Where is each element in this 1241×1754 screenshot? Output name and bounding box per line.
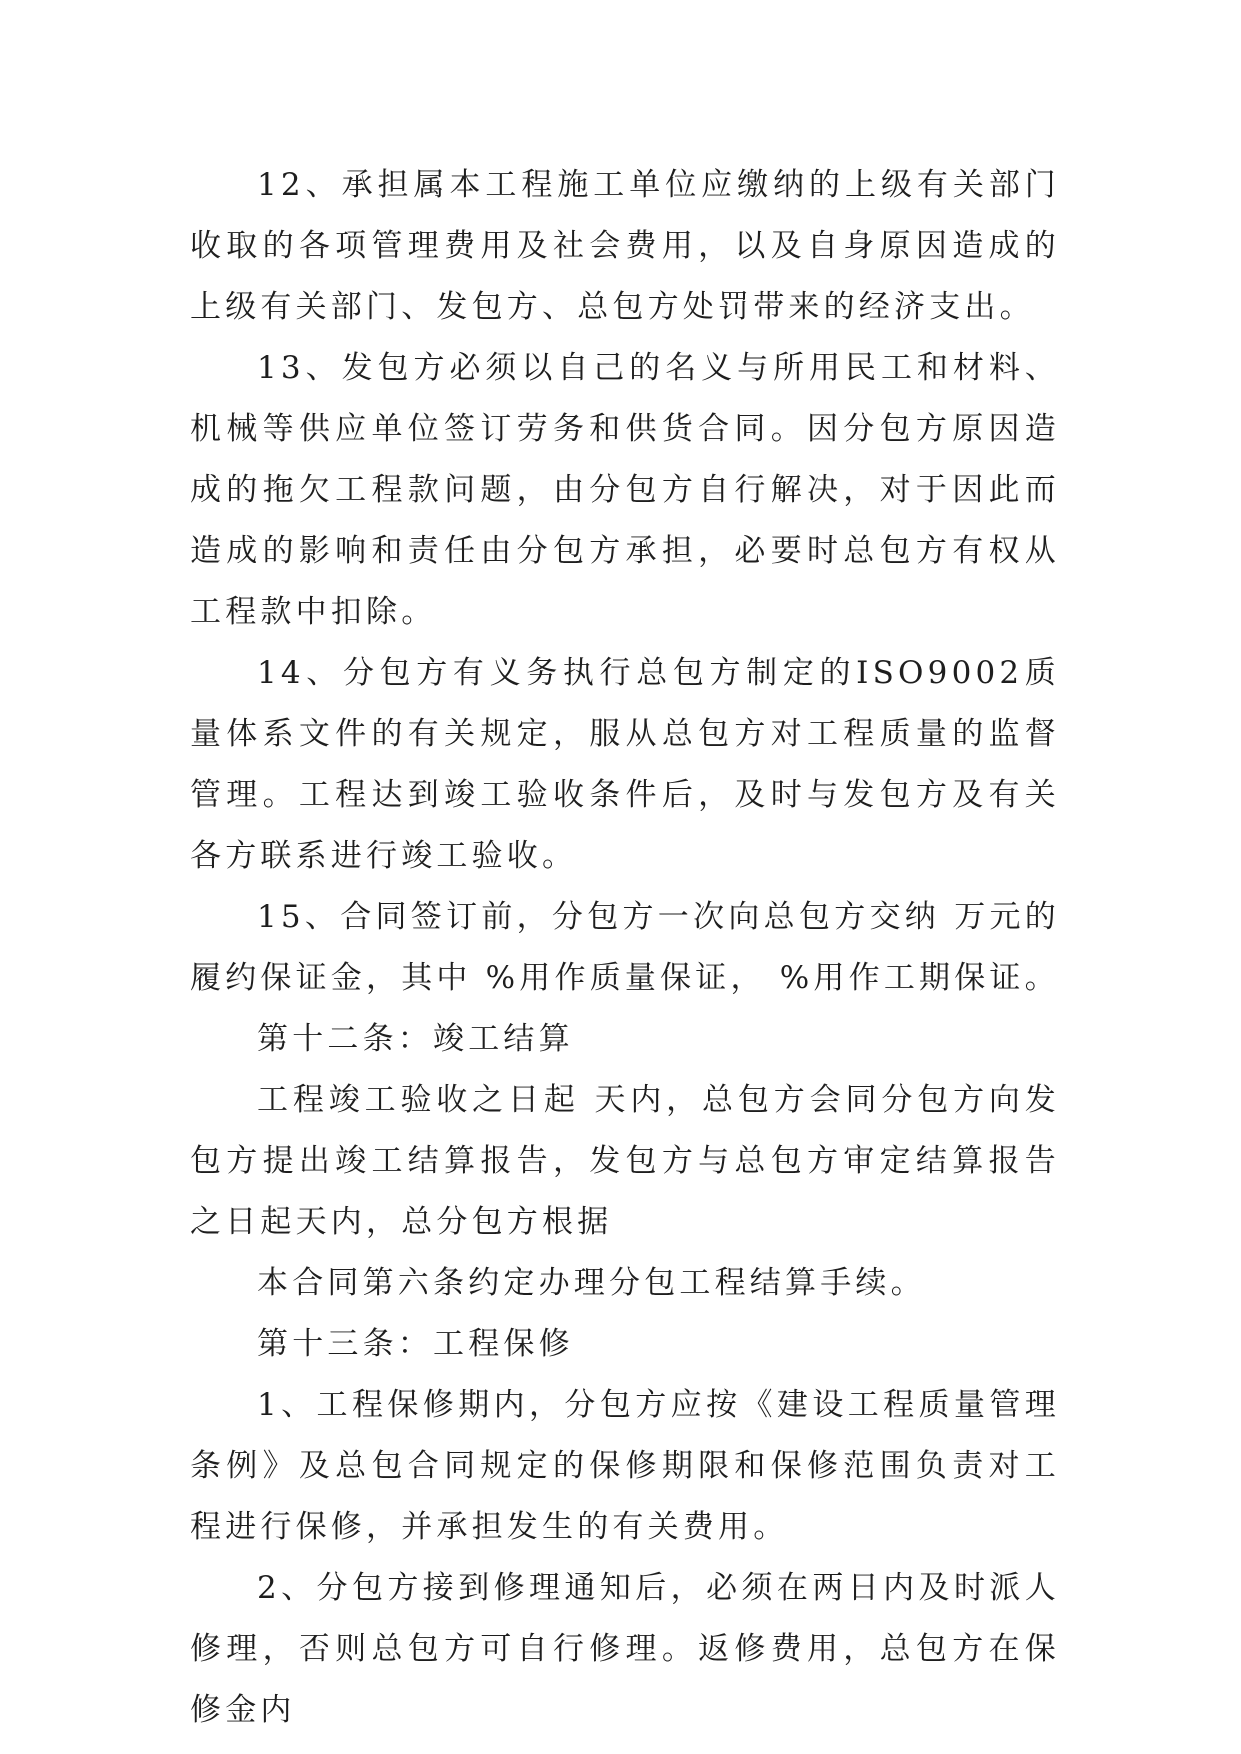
article-13-heading: 第十三条：工程保修: [257, 1326, 574, 1362]
clause-13-paragraph: 13、发包方必须以自己的名义与所用民工和材料、机械等供应单位签订劳务和供货合同。因分包方原因造成的拖欠工程款问题，由分包方自行解决，对于因此而造成的影响和责任由分包方承担，必要时总包方有权从工程款中扣除。: [190, 350, 1060, 630]
article-12-heading: 第十二条：竣工结算: [257, 1021, 574, 1057]
article-13-item-2: 2、分包方接到修理通知后，必须在两日内及时派人修理，否则总包方可自行修理。返修费用，总包方在保修金内: [190, 1570, 1060, 1728]
article-12-paragraph-2: 本合同第六条约定办理分包工程结算手续。: [257, 1265, 926, 1301]
article-12-paragraph-1: 工程竣工验收之日起 天内，总包方会同分包方向发包方提出竣工结算报告，发包方与总包方审定结算报告之日起天内，总分包方根据: [190, 1082, 1060, 1240]
document-body: [190, 155, 1060, 1741]
clause-12-paragraph: 12、承担属本工程施工单位应缴纳的上级有关部门收取的各项管理费用及社会费用，以及自身原因造成的上级有关部门、发包方、总包方处罚带来的经济支出。: [190, 167, 1060, 325]
clause-14-paragraph: 14、分包方有义务执行总包方制定的ISO9002质量体系文件的有关规定，服从总包方对工程质量的监督管理。工程达到竣工验收条件后，及时与发包方及有关各方联系进行竣工验收。: [190, 655, 1060, 874]
article-13-item-1: 1、工程保修期内，分包方应按《建设工程质量管理条例》及总包合同规定的保修期限和保修范围负责对工程进行保修，并承担发生的有关费用。: [190, 1387, 1060, 1545]
clause-15-paragraph: 15、合同签订前，分包方一次向总包方交纳 万元的履约保证金，其中 %用作质量保证， %用作工期保证。: [190, 899, 1060, 996]
